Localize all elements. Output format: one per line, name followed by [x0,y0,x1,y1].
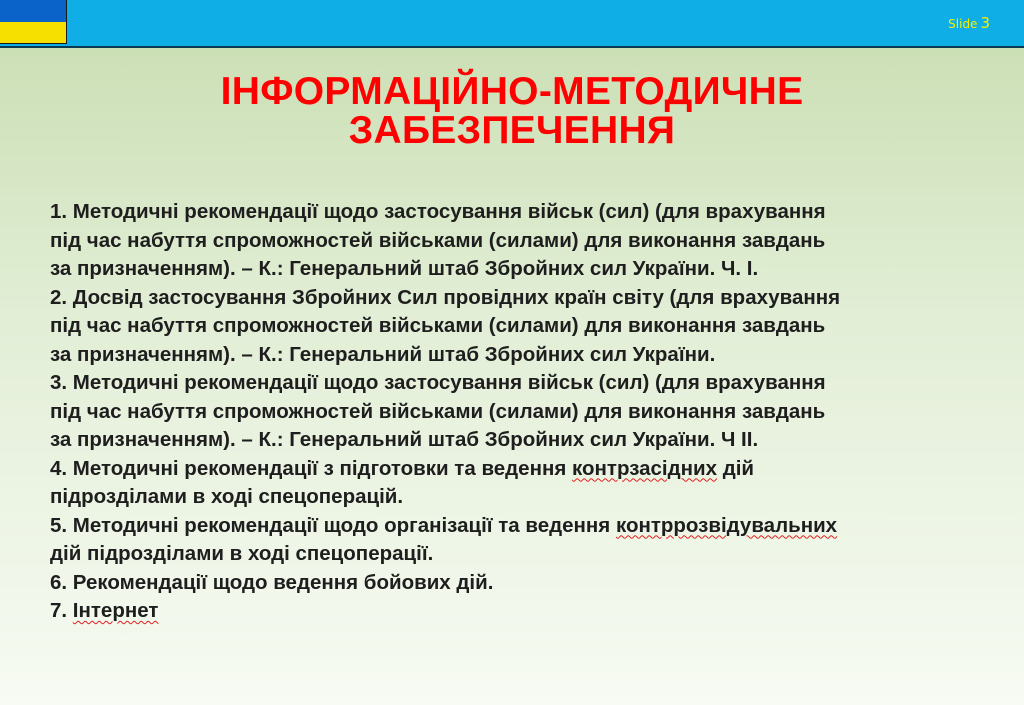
list-item-line [50,455,1010,484]
list-item-line [50,512,1010,541]
list-item-line: під час набуття спроможностей військами (силами) для виконання завдань [50,314,826,337]
list-item-line: 3. Методичні рекомендації щодо застосування військ (сил) (для врахування [50,371,826,394]
ukraine-flag-icon [0,0,67,44]
list-item-text: 4. Методичні рекомендації з підготовки та ведення [50,456,573,480]
slide-title-line-2: ЗАБЕЗПЕЧЕННЯ [348,109,676,152]
slide-number [948,13,990,32]
list-item-text: 7. [50,599,73,622]
slide-title [0,72,1024,150]
list-item-line: за призначенням). – К.: Генеральний штаб Збройних сил України. [50,342,716,366]
slide-title-line-1: ІНФОРМАЦІЙНО-МЕТОДИЧНЕ [220,70,804,113]
list-item-line: під час набуття спроможностей військами (силами) для виконання завдань [50,399,826,423]
list-item [50,512,1010,569]
list-item-line: дій підрозділами в ході спецоперації. [50,542,434,565]
list-item-text: 5. Методичні рекомендації щодо організації та ведення [50,513,616,537]
list-item-line: під час набуття спроможностей військами (силами) для виконання завдань [50,228,826,252]
list-item-line: 2. Досвід застосування Збройних Сил провідних країн світу (для врахування [50,285,841,309]
slide-header-bar [0,0,1024,48]
list-item [50,284,1010,370]
list-item [50,569,1010,598]
list-item-line: за призначенням). – К.: Генеральний штаб Збройних сил України. Ч. І. [50,257,759,280]
list-item [50,198,1010,284]
list-item-line [50,597,1010,626]
list-item-line: 6. Рекомендації щодо ведення бойових дій. [50,570,494,594]
list-item-line: 1. Методичні рекомендації щодо застосування військ (сил) (для врахування [50,200,826,223]
slide-number-value: 3 [980,14,990,32]
misspelled-word: контрзасідних [572,456,718,480]
list-item-text: дій [717,456,755,480]
list-item [50,597,1010,626]
list-item-line: за призначенням). – К.: Генеральний штаб Збройних сил України. Ч ІІ. [50,428,759,451]
slide-label: Slide [948,17,978,31]
misspelled-word: контррозвідувальних [615,513,838,537]
misspelled-word: Інтернет [72,599,159,622]
list-item [50,455,1010,512]
reference-list [50,198,1010,626]
list-item [50,369,1010,455]
list-item-line: підрозділами в ході спецоперацій. [50,485,404,508]
